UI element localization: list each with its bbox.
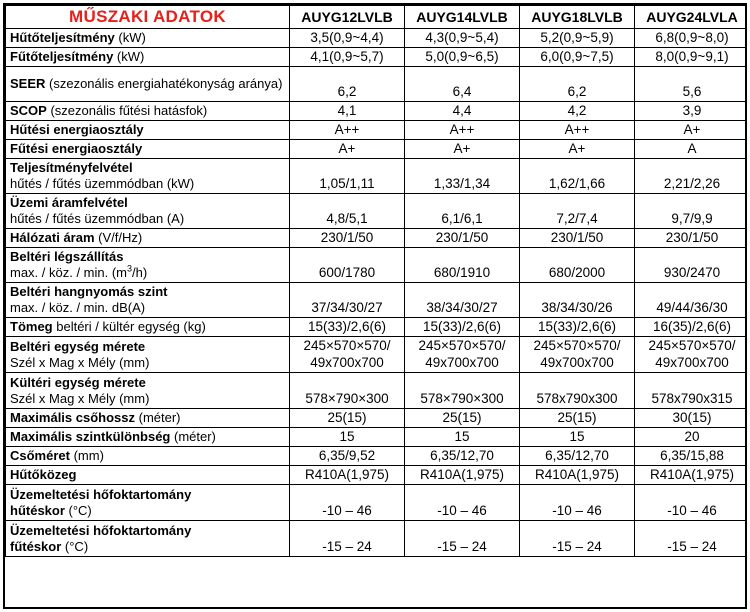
row-label-bold: Hűtőközeg — [10, 467, 77, 482]
value-cell: 25(15) — [290, 409, 405, 428]
value-cell: 4,1(0,9~5,7) — [290, 48, 405, 67]
value-cell: 6,35/12,70 — [520, 447, 635, 466]
value-cell: 230/1/50 — [290, 229, 405, 248]
value-cell: 6,1/6,1 — [405, 194, 520, 229]
value-cell: R410A(1,975) — [635, 466, 748, 485]
value-cell: 6,35/12,70 — [405, 447, 520, 466]
row-label-unit: (szezonális energiahatékonyság aránya) — [45, 76, 283, 91]
value-cell: A+ — [290, 140, 405, 159]
value-cell: 16(35)/2,6(6) — [635, 318, 748, 337]
value-cell: 245×570×570/ 49x700x700 — [520, 337, 635, 373]
table-row — [6, 229, 748, 248]
row-label — [6, 521, 290, 557]
row-label — [6, 248, 290, 283]
value-cell: 3,9 — [635, 102, 748, 121]
table-row — [6, 29, 748, 48]
row-label-sup: 3 — [127, 263, 133, 274]
table-row — [6, 337, 748, 373]
table-row — [6, 140, 748, 159]
value-cell: 578x790x315 — [635, 373, 748, 409]
row-label-sub-bold: hűtéskor — [10, 502, 65, 518]
value-cell: A++ — [290, 121, 405, 140]
row-label-bold: Beltéri hangnyomás szint — [10, 284, 168, 299]
value-cell: 6,0(0,9~7,5) — [520, 48, 635, 67]
value-cell: 7,2/7,4 — [520, 194, 635, 229]
value-cell: 230/1/50 — [405, 229, 520, 248]
value-cell: 6,35/15,88 — [635, 447, 748, 466]
value-cell: 15(33)/2,6(6) — [405, 318, 520, 337]
row-label — [6, 102, 290, 121]
value-cell: 1,05/1,11 — [290, 159, 405, 194]
row-label-bold: Üzemeltetési hőfoktartomány — [10, 522, 192, 538]
row-label — [6, 447, 290, 466]
value-cell: -10 – 46 — [520, 485, 635, 521]
table-row — [6, 447, 748, 466]
value-cell: R410A(1,975) — [405, 466, 520, 485]
value-cell: 578×790×300 — [290, 373, 405, 409]
row-label-unit: (mm) — [69, 448, 104, 463]
value-cell: A++ — [405, 121, 520, 140]
value-cell: 680/2000 — [520, 248, 635, 283]
table-row — [6, 194, 748, 229]
row-label-bold: SEER — [10, 76, 46, 91]
row-label-bold: Maximális csőhossz — [10, 410, 135, 425]
value-cell: 15 — [290, 428, 405, 447]
row-label — [6, 466, 290, 485]
row-label-bold: Teljesítményfelvétel — [10, 160, 133, 175]
header-row — [6, 6, 748, 29]
row-label-bold: Hűtőteljesítmény — [10, 30, 115, 45]
value-cell: 15 — [520, 428, 635, 447]
spec-table — [5, 5, 747, 557]
value-cell: 4,2 — [520, 102, 635, 121]
row-label-bold: Üzemeltetési hőfoktartomány — [10, 486, 192, 502]
row-label-sub: (°C) — [64, 502, 92, 518]
row-label — [6, 67, 290, 102]
row-label-unit: beltéri / kültér egység (kg) — [52, 319, 206, 334]
row-label — [6, 485, 290, 521]
row-label-bold: Hálózati áram — [10, 230, 95, 245]
row-label-bold: Kültéri egység mérete — [10, 374, 146, 390]
value-cell: 25(15) — [520, 409, 635, 428]
value-cell: R410A(1,975) — [290, 466, 405, 485]
value-cell: 3,5(0,9~4,4) — [290, 29, 405, 48]
value-cell: 680/1910 — [405, 248, 520, 283]
value-cell: -15 – 24 — [520, 521, 635, 557]
row-label-bold: Beltéri légszállítás — [10, 249, 124, 264]
table-row — [6, 466, 748, 485]
row-label-bold: Maximális szintkülönbség — [10, 429, 171, 444]
value-cell: 6,4 — [405, 67, 520, 102]
value-cell: A+ — [635, 121, 748, 140]
row-label-sub: Szél x Mag x Mély (mm) — [10, 390, 150, 406]
value-cell: 4,1 — [290, 102, 405, 121]
value-cell: 6,2 — [290, 67, 405, 102]
value-cell: 37/34/30/27 — [290, 283, 405, 318]
row-label-bold: Üzemi áramfelvétel — [10, 195, 128, 210]
spec-sheet — [3, 3, 747, 609]
value-cell: -15 – 24 — [635, 521, 748, 557]
value-cell: 1,33/1,34 — [405, 159, 520, 194]
table-row — [6, 48, 748, 67]
table-row — [6, 102, 748, 121]
value-cell: -10 – 46 — [290, 485, 405, 521]
value-cell: 1,62/1,66 — [520, 159, 635, 194]
value-cell: 6,35/9,52 — [290, 447, 405, 466]
row-label — [6, 283, 290, 318]
row-label-sub: Szél x Mag x Mély (mm) — [10, 354, 150, 370]
table-row — [6, 318, 748, 337]
row-label-sub: (°C) — [61, 538, 89, 554]
value-cell: A+ — [405, 140, 520, 159]
value-cell: 30(15) — [635, 409, 748, 428]
value-cell: 38/34/30/26 — [520, 283, 635, 318]
value-cell: 15(33)/2,6(6) — [520, 318, 635, 337]
row-label-bold: SCOP — [10, 103, 47, 118]
value-cell: 578x790x300 — [520, 373, 635, 409]
value-cell: 8,0(0,9~9,1) — [635, 48, 748, 67]
row-label — [6, 121, 290, 140]
value-cell: 930/2470 — [635, 248, 748, 283]
row-label-bold: Beltéri egység mérete — [10, 338, 146, 354]
value-cell: 9,7/9,9 — [635, 194, 748, 229]
value-cell: -10 – 46 — [635, 485, 748, 521]
value-cell: 230/1/50 — [520, 229, 635, 248]
row-label — [6, 48, 290, 67]
value-cell: 230/1/50 — [635, 229, 748, 248]
row-label — [6, 140, 290, 159]
row-label-bold: Tömeg — [10, 319, 53, 334]
row-label — [6, 229, 290, 248]
value-cell: 578×790×300 — [405, 373, 520, 409]
row-label-bold: Hűtési energiaosztály — [10, 122, 144, 137]
row-label-bold: Fűtőteljesítmény — [10, 49, 114, 64]
row-label — [6, 29, 290, 48]
table-row — [6, 373, 748, 409]
row-label-sub: hűtés / fűtés üzemmódban (A) — [10, 211, 185, 226]
table-row — [6, 121, 748, 140]
value-cell: 38/34/30/27 — [405, 283, 520, 318]
model-header: AUYG12LVLB — [290, 6, 405, 29]
row-label-sub: max. / köz. / min. dB(A) — [10, 300, 146, 315]
value-cell: 245×570×570/ 49x700x700 — [635, 337, 748, 373]
value-cell: 6,8(0,9~8,0) — [635, 29, 748, 48]
row-label-sub: hűtés / fűtés üzemmódban (kW) — [10, 176, 195, 191]
row-label-sub-end: /h) — [132, 265, 148, 280]
row-label — [6, 337, 290, 373]
value-cell: 20 — [635, 428, 748, 447]
value-cell: 5,6 — [635, 67, 748, 102]
value-cell: A++ — [520, 121, 635, 140]
table-row — [6, 409, 748, 428]
table-row — [6, 283, 748, 318]
value-cell: 15(33)/2,6(6) — [290, 318, 405, 337]
value-cell: 6,2 — [520, 67, 635, 102]
table-title: MŰSZAKI ADATOK — [6, 6, 290, 29]
model-header: AUYG18LVLB — [520, 6, 635, 29]
value-cell: 2,21/2,26 — [635, 159, 748, 194]
value-cell: 25(15) — [405, 409, 520, 428]
row-label-sub-bold: fűtéskor — [10, 538, 62, 554]
table-row — [6, 521, 748, 557]
row-label-unit: (V/f/Hz) — [94, 230, 143, 245]
value-cell: 245×570×570/ 49x700x700 — [405, 337, 520, 373]
row-label — [6, 159, 290, 194]
table-row — [6, 159, 748, 194]
row-label-unit: (kW) — [113, 49, 145, 64]
table-row — [6, 428, 748, 447]
value-cell: 5,0(0,9~6,5) — [405, 48, 520, 67]
value-cell: 15 — [405, 428, 520, 447]
row-label — [6, 409, 290, 428]
value-cell: 4,8/5,1 — [290, 194, 405, 229]
row-label — [6, 373, 290, 409]
row-label — [6, 194, 290, 229]
row-label-bold: Fűtési energiaosztály — [10, 141, 143, 156]
row-label-sub: max. / köz. / min. (m — [10, 265, 128, 280]
table-row — [6, 67, 748, 102]
value-cell: 245×570×570/ 49x700x700 — [290, 337, 405, 373]
value-cell: A — [635, 140, 748, 159]
model-header: AUYG14LVLB — [405, 6, 520, 29]
value-cell: -15 – 24 — [290, 521, 405, 557]
value-cell: 49/44/36/30 — [635, 283, 748, 318]
table-row — [6, 248, 748, 283]
row-label-bold: Csőméret — [10, 448, 70, 463]
value-cell: R410A(1,975) — [520, 466, 635, 485]
value-cell: -15 – 24 — [405, 521, 520, 557]
value-cell: 600/1780 — [290, 248, 405, 283]
row-label-unit: (szezonális fűtési hatásfok) — [46, 103, 208, 118]
model-header: AUYG24LVLA — [635, 6, 748, 29]
value-cell: 4,3(0,9~5,4) — [405, 29, 520, 48]
row-label — [6, 428, 290, 447]
value-cell: 5,2(0,9~5,9) — [520, 29, 635, 48]
row-label — [6, 318, 290, 337]
row-label-unit: (méter) — [135, 410, 181, 425]
value-cell: A+ — [520, 140, 635, 159]
row-label-unit: (kW) — [114, 30, 146, 45]
table-row — [6, 485, 748, 521]
row-label-unit: (méter) — [170, 429, 216, 444]
value-cell: 4,4 — [405, 102, 520, 121]
value-cell: -10 – 46 — [405, 485, 520, 521]
